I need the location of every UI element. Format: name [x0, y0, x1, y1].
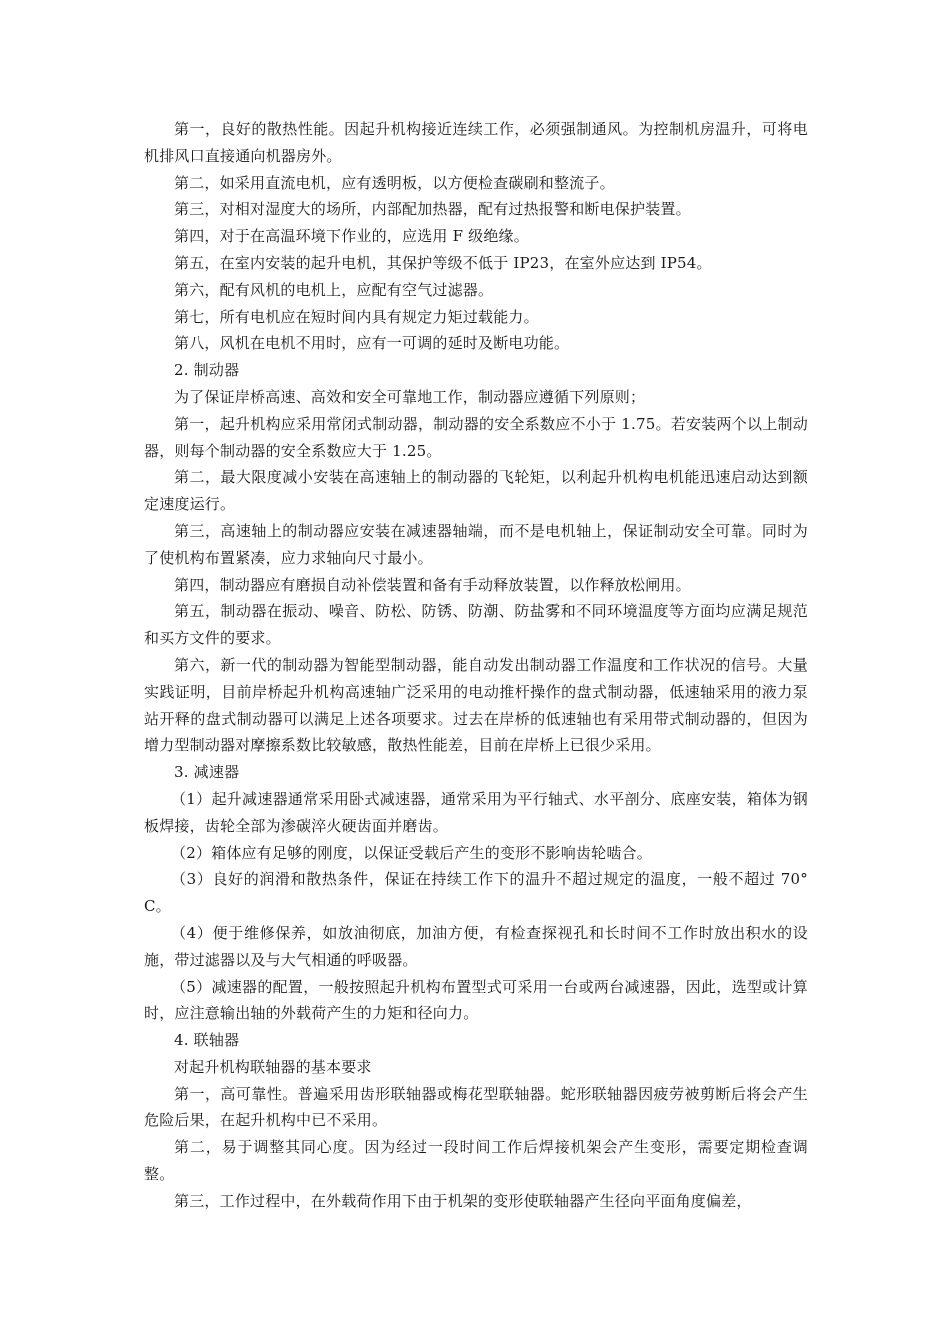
paragraph-reducer-1: （1）起升减速器通常采用卧式减速器，通常采用为平行轴式、水平剖分、底座安装，箱体为钢板焊接，齿轮全部为渗碳淬火硬齿面并磨齿。	[144, 789, 808, 835]
section-heading-coupling: 4. 联轴器	[174, 1031, 240, 1050]
paragraph-motor-6: 第六，配有风机的电机上，应配有空气过滤器。	[174, 280, 494, 299]
paragraph-motor-5: 第五，在室内安装的起升电机，其保护等级不低于 IP23，在室外应达到 IP54。	[174, 253, 712, 272]
paragraph-motor-3: 第三，对相对湿度大的场所，内部配加热器，配有过热报警和断电保护装置。	[174, 200, 691, 219]
paragraph-brake-3: 第三，高速轴上的制动器应安装在减速器轴端，而不是电机轴上，保证制动安全可靠。同时为了使机构布置紧凑，应力求轴向尺寸最小。	[144, 521, 808, 567]
paragraph-motor-8: 第八，风机在电机不用时，应有一可调的延时及断电功能。	[174, 334, 570, 353]
paragraph-motor-1: 第一，良好的散热性能。因起升机构接近连续工作，必须强制通风。为控制机房温升，可将电机排风口直接通向机器房外。	[144, 120, 808, 165]
paragraph-reducer-3: （3）良好的润滑和散热条件，保证在持续工作下的温升不超过规定的温度，一般不超过 70° C。	[144, 870, 808, 916]
paragraph-motor-7: 第七，所有电机应在短时间内具有规定力矩过载能力。	[174, 307, 539, 326]
paragraph-coupling-intro: 对起升机构联轴器的基本要求	[174, 1057, 372, 1076]
paragraph-brake-2: 第二，最大限度减小安装在高速轴上的制动器的飞轮矩，以利起升机构电机能迅速启动达到额定速度运行。	[144, 468, 808, 514]
paragraph-coupling-3: 第三，工作过程中，在外载荷作用下由于机架的变形使联轴器产生径向平面角度偏差，	[174, 1191, 752, 1210]
paragraph-coupling-1: 第一，高可靠性。普遍采用齿形联轴器或梅花型联轴器。蛇形联轴器因疲劳被剪断后将会产生危险后果，在起升机构中已不采用。	[144, 1084, 808, 1130]
paragraph-brake-1: 第一，起升机构应采用常闭式制动器，制动器的安全系数应不小于 1.75。若安装两个以上制动器，则每个制动器的安全系数应大于 1.25。	[144, 414, 808, 460]
paragraph-motor-2: 第二，如采用直流电机，应有透明板，以方便检查碳刷和整流子。	[174, 173, 615, 192]
paragraph-reducer-2: （2）箱体应有足够的刚度，以保证受载后产生的变形不影响齿轮啮合。	[171, 843, 652, 862]
paragraph-coupling-2: 第二，易于调整其同心度。因为经过一段时间工作后焊接机架会产生变形，需要定期检查调整。	[144, 1138, 808, 1184]
paragraph-motor-4: 第四，对于在高温环境下作业的，应选用 F 级绝缘。	[174, 227, 529, 246]
section-heading-reducer: 3. 减速器	[174, 763, 240, 782]
paragraph-brake-5: 第五，制动器在振动、噪音、防松、防锈、防潮、防盐雾和不同环境温度等方面均应满足规范和买方文件的要求。	[144, 602, 808, 648]
paragraph-brake-4: 第四，制动器应有磨损自动补偿装置和备有手动释放装置，以作释放松闸用。	[174, 575, 691, 594]
section-heading-brake: 2. 制动器	[174, 361, 240, 380]
paragraph-brake-6: 第六，新一代的制动器为智能型制动器，能自动发出制动器工作温度和工作状况的信号。大量实践证明，目前岸桥起升机构高速轴广泛采用的电动推杆操作的盘式制动器，低速轴采用的液力泵站开释的盘式制动器可以满足上述各项要求。过去在岸桥的低速轴也有采用带式制动器的，但因为增力型制动器对摩擦系数比较敏感，散热性能差，目前在岸桥上已很少采用。	[144, 655, 808, 755]
document-page	[144, 116, 808, 1215]
paragraph-brake-intro: 为了保证岸桥高速、高效和安全可靠地工作，制动器应遵循下列原则；	[174, 387, 646, 406]
paragraph-reducer-4: （4）便于维修保养，如放油彻底，加油方便，有检查探视孔和长时间不工作时放出积水的设施，带过滤器以及与大气相通的呼吸器。	[144, 923, 808, 969]
paragraph-reducer-5: （5）减速器的配置，一般按照起升机构布置型式可采用一台或两台减速器，因此，选型或计算时，应注意输出轴的外载荷产生的力矩和径向力。	[144, 977, 808, 1023]
